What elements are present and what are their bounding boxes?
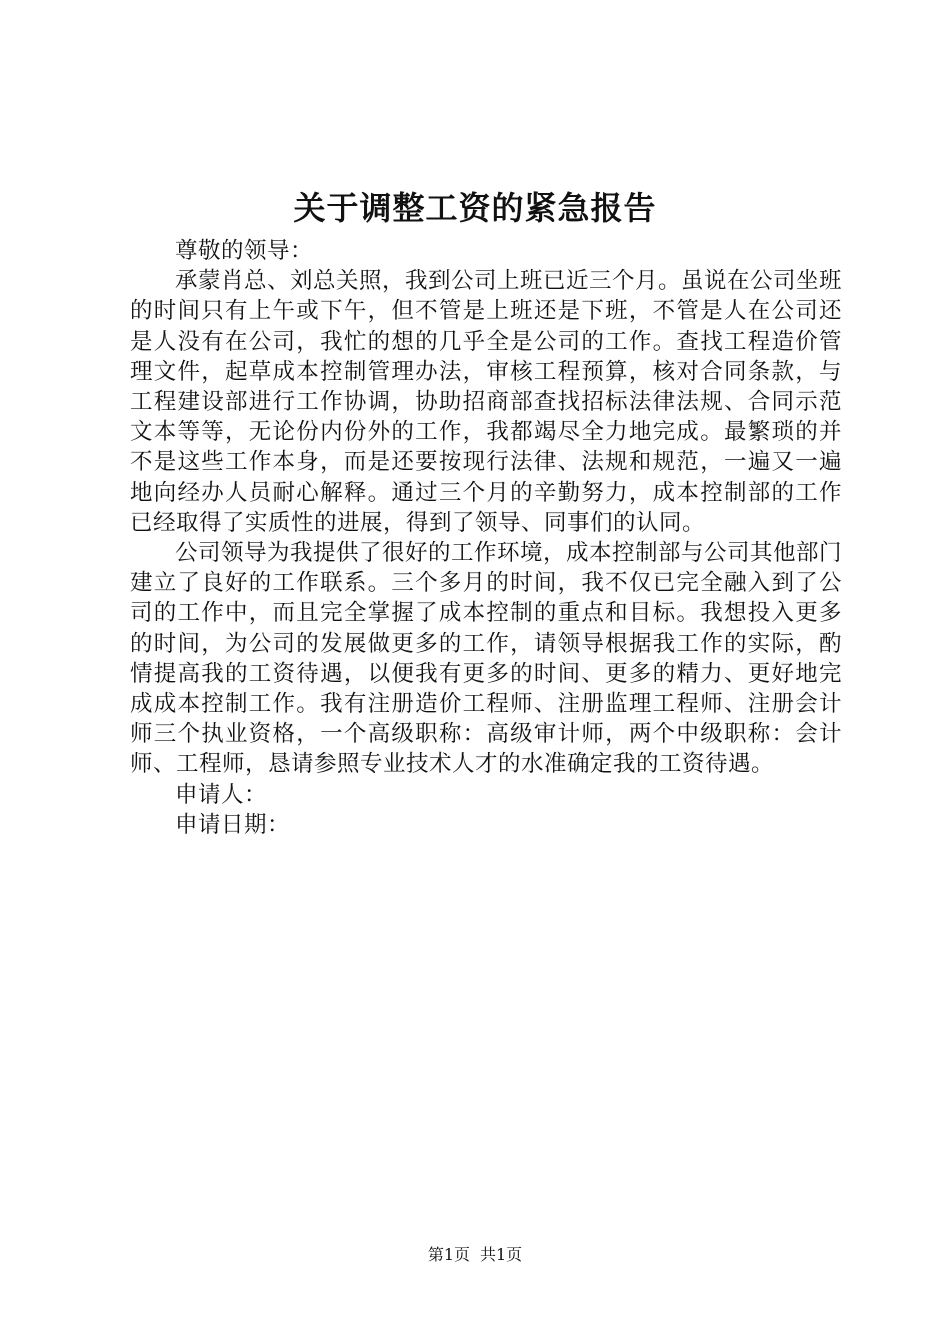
paragraph-1: 承蒙肖总、刘总关照，我到公司上班已近三个月。虽说在公司坐班的时间只有上午或下午，但不管是上班还是下班，不管是人在公司还是人没有在公司，我忙的想的几乎全是公司的工作。查找工程造价管理文件，起草成本控制管理办法，审核工程预算，核对合同条款，与工程建设部进行工作协调，协助招商部查找招标法律法规、合同示范文本等等，无论份内份外的工作，我都竭尽全力地完成。最繁琐的并不是这些工作本身，而是还要按现行法律、法规和规范，一遍又一遍地向经办人员耐心解释。通过三个月的辛勤努力，成本控制部的工作已经取得了实质性的进展，得到了领导、同事们的认同。 bbox=[130, 268, 843, 536]
applicant-label: 申请人： bbox=[175, 781, 268, 808]
date-label: 申请日期： bbox=[175, 811, 291, 838]
salutation: 尊敬的领导： bbox=[175, 238, 314, 264]
page-total: 共1页 bbox=[480, 1245, 523, 1264]
document-body bbox=[130, 236, 842, 840]
document-title: 关于调整工资的紧急报告 bbox=[293, 189, 657, 227]
page-number: 第1页 bbox=[427, 1245, 470, 1264]
page-footer bbox=[0, 1244, 950, 1266]
paragraph-2: 公司领导为我提供了很好的工作环境，成本控制部与公司其他部门建立了良好的工作联系。三个多月的时间，我不仅已完全融入到了公司的工作中，而且完全掌握了成本控制的重点和目标。我想投入更多的时间，为公司的发展做更多的工作，请领导根据我工作的实际，酌情提高我的工资待遇，以便我有更多的时间、更多的精力、更好地完成成本控制工作。我有注册造价工程师、注册监理工程师、注册会计师三个执业资格，一个高级职称：高级审计师，两个中级职称：会计师、工程师，恳请参照专业技术人才的水准确定我的工资待遇。 bbox=[130, 540, 843, 778]
